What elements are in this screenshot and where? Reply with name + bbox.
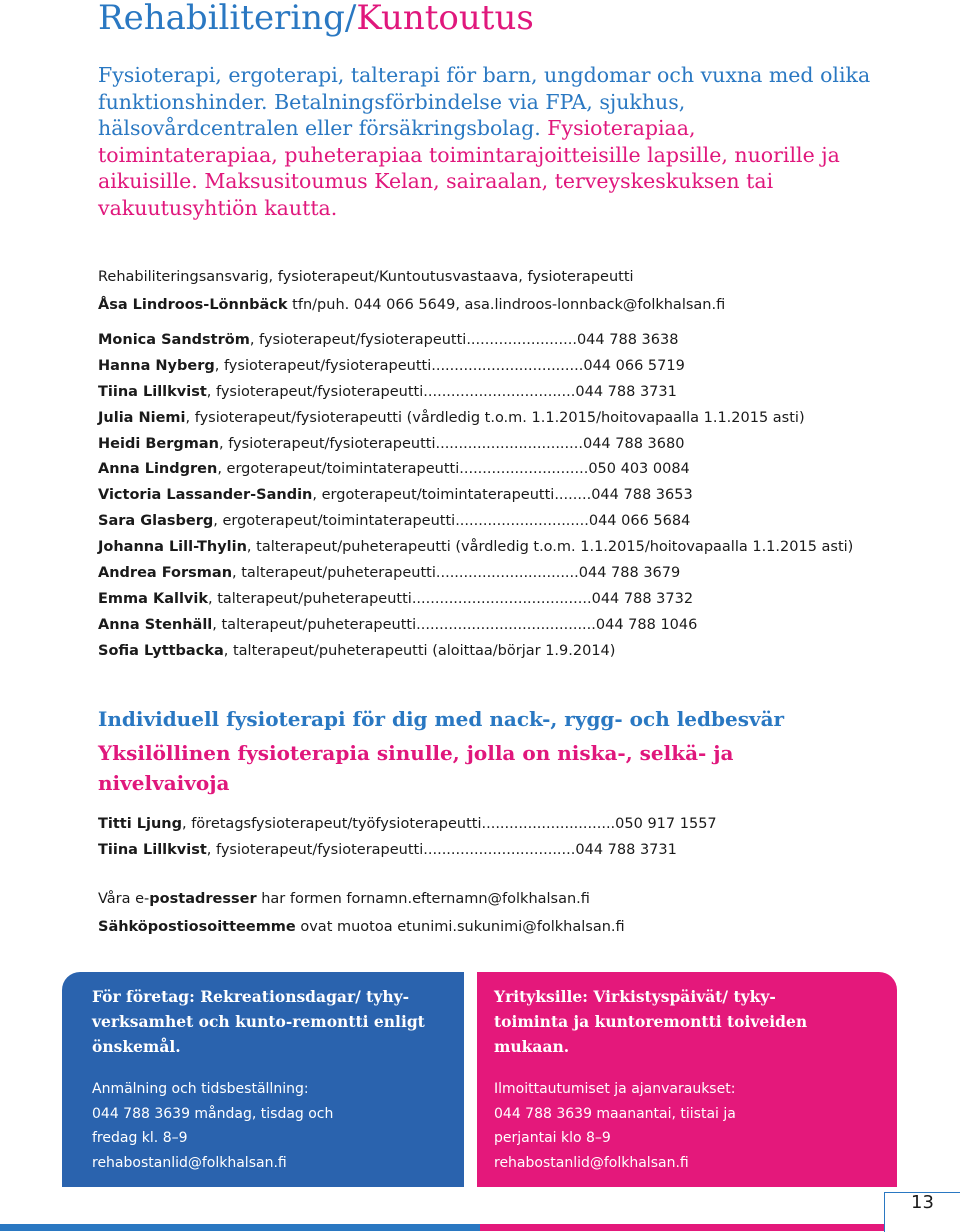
staff-name: Johanna Lill-Thylin (98, 539, 247, 556)
staff-row (98, 432, 938, 458)
page-number: 13 (884, 1192, 960, 1232)
box-line: Anmälning och tidsbeställning: (92, 1081, 309, 1097)
staff-dots: ............................. (481, 816, 616, 832)
title-finnish: Kuntoutus (356, 0, 534, 38)
staff-phone: 044 788 3680 (582, 435, 685, 452)
staff-name: Andrea Forsman (98, 565, 233, 582)
email-sv-bold: postadresser (149, 891, 257, 907)
company-box-finnish (477, 972, 897, 1187)
responsible-title: Rehabiliteringsansvarig, fysioterapeut/Kuntoutusvastaava, fysioterapeutti (98, 269, 634, 285)
staff-dots: ................................. (423, 383, 576, 400)
company-box-swedish (62, 972, 464, 1187)
staff-role: , fysioterapeut/fysioterapeutti (206, 383, 424, 400)
staff-row (98, 354, 938, 380)
staff-row (98, 811, 717, 837)
staff-role: , ergoterapeut/toimintaterapeutti (217, 461, 460, 478)
company-box-info (494, 1077, 854, 1175)
staff-row (98, 639, 938, 665)
staff-name: Tiina Lillkvist (98, 383, 207, 400)
box-email: rehabostanlid@folkhalsan.fi (92, 1154, 287, 1171)
staff-phone: 044 788 1046 (595, 616, 698, 633)
email-fi-post: ovat muotoa etunimi.sukunimi@folkhalsan.fi (295, 919, 625, 935)
staff-role: , talterapeut/puheterapeutti (aloittaa/börjar 1.9.2014) (223, 642, 616, 659)
staff-dots: ................................. (431, 357, 584, 374)
email-info-swedish (98, 885, 625, 913)
staff-phone: 044 066 5684 (588, 513, 691, 530)
staff-row (98, 509, 938, 535)
page-title (98, 0, 534, 42)
staff-dots: ............................... (435, 565, 579, 582)
staff-name: Hanna Nyberg (98, 357, 215, 374)
staff-role: , fysioterapeut/fysioterapeutti (vårdledig t.o.m. 1.1.2015/hoitovapaalla 1.1.2015 asti) (185, 409, 805, 426)
staff-name: Tiina Lillkvist (98, 842, 207, 858)
staff-dots: ....................................... (411, 590, 592, 607)
box-line: 044 788 3639 maanantai, tiistai ja (494, 1105, 736, 1122)
box-line: 044 788 3639 måndag, tisdag och (92, 1105, 334, 1122)
title-swedish: Rehabilitering/ (98, 0, 357, 38)
responsible-contact (98, 291, 725, 319)
staff-phone: 044 788 3638 (576, 332, 679, 348)
section-heading-finnish: Yksilöllinen fysioterapia sinulle, jolla on niska-, selkä- ja nivelvaivoja (98, 741, 734, 795)
email-info-finnish (98, 913, 625, 941)
responsible-block (98, 263, 725, 319)
staff-name: Titti Ljung (98, 816, 182, 832)
staff-row (98, 380, 938, 406)
staff-row (98, 406, 938, 432)
staff-phone: 050 403 0084 (588, 461, 690, 478)
email-info (98, 885, 625, 941)
staff-dots: ....................................... (416, 616, 596, 633)
staff-row (98, 587, 938, 613)
company-box-info (92, 1077, 452, 1175)
box-line: perjantai klo 8–9 (494, 1130, 611, 1146)
responsible-phone-email: tfn/puh. 044 066 5649, asa.lindroos-lonnback@folkhalsan.fi (287, 297, 726, 313)
box-line: Ilmoittautumiset ja ajanvaraukset: (494, 1081, 736, 1097)
box-email: rehabostanlid@folkhalsan.fi (494, 1154, 689, 1171)
staff-row (98, 483, 938, 509)
staff-name: Sofia Lyttbacka (98, 642, 224, 659)
staff-dots: ................................. (423, 842, 576, 858)
staff-phone: 044 788 3679 (578, 565, 681, 582)
staff-name: Heidi Bergman (98, 435, 219, 452)
staff-dots: ........................ (466, 332, 577, 348)
staff-role: , ergoterapeut/toimintaterapeutti (213, 513, 456, 530)
staff-list-individual (98, 811, 717, 863)
staff-row (98, 457, 938, 483)
staff-dots: ............................. (455, 513, 589, 530)
staff-list (98, 328, 938, 665)
staff-role: , ergoterapeut/toimintaterapeutti (312, 487, 555, 504)
staff-dots: ........ (554, 487, 592, 504)
intro-text (98, 62, 878, 221)
staff-phone: 044 788 3731 (575, 842, 677, 858)
staff-phone: 044 788 3732 (591, 590, 694, 607)
staff-row (98, 613, 938, 639)
staff-phone: 044 788 3731 (575, 383, 677, 400)
staff-phone: 044 066 5719 (583, 357, 685, 374)
staff-role: , talterapeut/puheterapeutti (232, 565, 436, 582)
staff-row (98, 561, 938, 587)
staff-row (98, 837, 717, 863)
staff-role: , företagsfysioterapeut/työfysioterapeutti (181, 816, 482, 832)
staff-name: Emma Kallvik (98, 590, 208, 607)
intro-swedish: Fysioterapi, ergoterapi, talterapi för barn, ungdomar och vuxna med olika funktionshinder. Betalningsförbindelse via FPA, sjukhus, hälsovårdcentralen eller försäkringsbolag. (98, 63, 871, 140)
staff-dots: ................................ (435, 435, 583, 452)
staff-row (98, 535, 938, 561)
staff-role: , fysioterapeut/fysioterapeutti (206, 842, 424, 858)
company-box-heading: Yrityksille: Virkistyspäivät/ tyky-toiminta ja kuntoremontti toiveiden mukaan. (494, 987, 808, 1056)
page-footer-bar (0, 1224, 960, 1231)
intro-finnish: Fysioterapiaa, toimintaterapiaa, puheterapiaa toimintarajoitteisille lapsille, nuorille ja aikuisille. Maksusitoumus Kelan, sairaalan, terveyskeskuksen tai vakuutusyhtiön kautta. (98, 116, 840, 220)
company-box-heading: För företag: Rekreationsdagar/ tyhy-verksamhet och kunto-remontti enligt önskemål. (92, 987, 425, 1056)
staff-role: , fysioterapeut/fysioterapeutti (214, 357, 432, 374)
staff-phone: 044 788 3653 (591, 487, 693, 504)
staff-name: Victoria Lassander-Sandin (98, 487, 313, 504)
staff-role: , fysioterapeut/fysioterapeutti (249, 332, 467, 348)
section-heading-swedish: Individuell fysioterapi för dig med nack-, rygg- och ledbesvär (98, 707, 785, 731)
staff-name: Anna Stenhäll (98, 616, 213, 633)
staff-role: , fysioterapeut/fysioterapeutti (218, 435, 436, 452)
email-sv-post: har formen fornamn.efternamn@folkhalsan.fi (256, 891, 590, 907)
staff-role: , talterapeut/puheterapeutti (212, 616, 417, 633)
email-fi-bold: Sähköpostiosoitteemme (98, 919, 296, 935)
staff-role: , talterapeut/puheterapeutti (vårdledig t.o.m. 1.1.2015/hoitovapaalla 1.1.2015 asti) (246, 539, 854, 556)
responsible-name: Åsa Lindroos-Lönnbäck (98, 297, 288, 313)
staff-name: Anna Lindgren (98, 461, 218, 478)
staff-row (98, 328, 938, 354)
email-sv-pre: Våra e- (98, 891, 150, 907)
box-line: fredag kl. 8–9 (92, 1130, 188, 1146)
staff-name: Sara Glasberg (98, 513, 214, 530)
staff-name: Monica Sandström (98, 332, 250, 348)
staff-role: , talterapeut/puheterapeutti (207, 590, 412, 607)
staff-dots: ............................ (459, 461, 589, 478)
staff-phone: 050 917 1557 (615, 816, 717, 832)
staff-name: Julia Niemi (98, 409, 186, 426)
